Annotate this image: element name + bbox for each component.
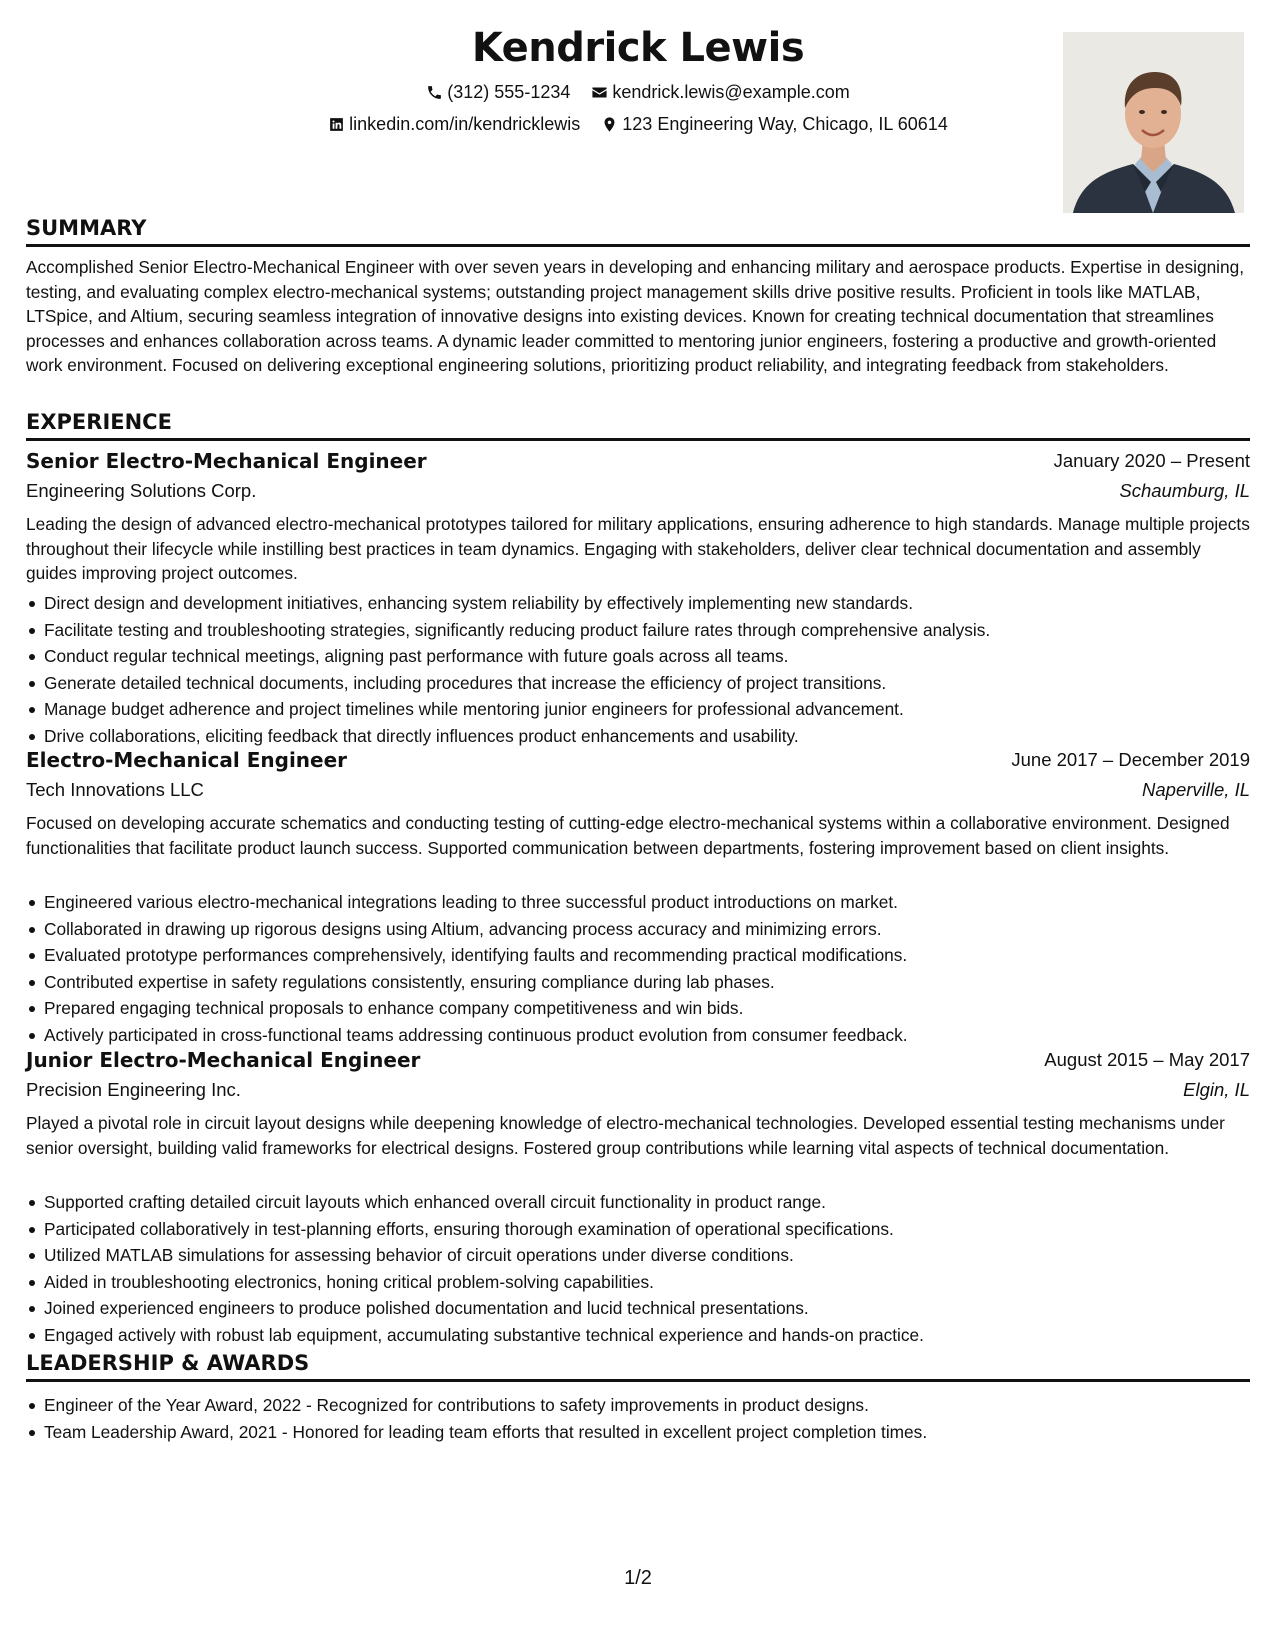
company-name: Engineering Solutions Corp.: [26, 480, 257, 501]
address-contact: [601, 112, 948, 136]
bullet-item: Supported crafting detailed circuit layouts which enhanced overall circuit functionality in product range.: [26, 1189, 1250, 1216]
candidate-name: Kendrick Lewis: [471, 25, 805, 71]
award-item: Team Leadership Award, 2021 - Honored for leading team efforts that resulted in excellent project completion times.: [26, 1419, 1250, 1446]
summary-text: Accomplished Senior Electro-Mechanical Engineer with over seven years in developing and enhancing military and aerospace products. Expertise in designing, testing, and evaluating complex electro-mechanical systems; outstanding project management skills drive positive results. Proficient in tools like MATLAB, LTSpice, and Altium, securing seamless integration of innovative designs into existing devices. Known for creating technical documentation that streamlines processes and enhances collaboration across teams. A dynamic leader committed to mentoring junior engineers, fostering a productive and growth-oriented work environment. Focused on delivering exceptional engineering solutions, prioritizing product reliability, and integrating feedback from stakeholders.: [26, 257, 1245, 375]
job-description: Leading the design of advanced electro-mechanical prototypes tailored for military applications, ensuring adherence to high standards. Manage multiple projects throughout their lifecycle while instilling best practices in team dynamics. Engaging with stakeholders, deliver clear technical documentation and assembly guides improving project outcomes.: [26, 514, 1250, 583]
bullet-item: Facilitate testing and troubleshooting strategies, significantly reducing product failure rates through comprehensive analysis.: [26, 617, 1250, 644]
job-location: Elgin, IL: [1183, 1079, 1250, 1100]
job-title: Senior Electro-Mechanical Engineer: [26, 449, 427, 473]
bullet-item: Aided in troubleshooting electronics, honing critical problem-solving capabilities.: [26, 1269, 1250, 1296]
bullet-item: Evaluated prototype performances comprehensively, identifying faults and recommending practical modifications.: [26, 942, 1250, 969]
summary-heading: SUMMARY: [26, 214, 1250, 247]
bullet-item: Direct design and development initiatives, enhancing system reliability by effectively implementing new standards.: [26, 590, 1250, 617]
job-dates: January 2020 – Present: [1053, 450, 1250, 471]
company-name: Tech Innovations LLC: [26, 779, 204, 800]
job-dates: June 2017 – December 2019: [1011, 749, 1250, 770]
experience-heading: EXPERIENCE: [26, 408, 1250, 441]
profile-photo: [1063, 32, 1244, 213]
phone-contact[interactable]: [426, 80, 570, 104]
profile-photo-illustration: [1063, 32, 1244, 213]
job-title: Electro-Mechanical Engineer: [26, 748, 348, 772]
company-name: Precision Engineering Inc.: [26, 1079, 241, 1100]
page-number: 1/2: [624, 1567, 652, 1589]
awards-list: [26, 1392, 1250, 1445]
bullet-item: Manage budget adherence and project timelines while mentoring junior engineers for professional advancement.: [26, 696, 1250, 723]
bullet-item: Drive collaborations, eliciting feedback that directly influences product enhancements and usability.: [26, 723, 1250, 750]
award-item: Engineer of the Year Award, 2022 - Recognized for contributions to safety improvements in product designs.: [26, 1392, 1250, 1419]
job-description: Focused on developing accurate schematics and conducting testing of cutting-edge electro-mechanical systems within a collaborative environment. Designed functionalities that facilitate product launch success. Supported communication between departments, fostering improvement based on client insights.: [26, 813, 1230, 858]
job-bullets: [26, 1189, 1250, 1349]
bullet-item: Engineered various electro-mechanical integrations leading to three successful product introductions on market.: [26, 889, 1250, 916]
job-bullets: [26, 889, 1250, 1049]
bullet-item: Actively participated in cross-functional teams addressing continuous product evolution from consumer feedback.: [26, 1022, 1250, 1049]
envelope-icon: [591, 84, 608, 101]
job-description: Played a pivotal role in circuit layout designs while deepening knowledge of electro-mechanical technologies. Developed essential testing mechanisms under senior oversight, building valid frameworks for electrical designs. Fostered group contributions while learning vital aspects of technical documentation.: [26, 1113, 1225, 1158]
linkedin-icon: [328, 116, 345, 133]
bullet-item: Generate detailed technical documents, including procedures that increase the efficiency of project transitions.: [26, 670, 1250, 697]
email-contact[interactable]: [591, 80, 849, 104]
map-pin-icon: [601, 116, 618, 133]
phone-icon: [426, 84, 443, 101]
job-bullets: [26, 590, 1250, 750]
bullet-item: Joined experienced engineers to produce polished documentation and lucid technical presentations.: [26, 1295, 1250, 1322]
linkedin-text: linkedin.com/in/kendricklewis: [349, 114, 581, 134]
job-title: Junior Electro-Mechanical Engineer: [26, 1048, 421, 1072]
bullet-item: Participated collaboratively in test-planning efforts, ensuring thorough examination of operational specifications.: [26, 1216, 1250, 1243]
job-location: Naperville, IL: [1142, 779, 1250, 800]
phone-text: (312) 555-1234: [447, 82, 571, 102]
job-dates: August 2015 – May 2017: [1044, 1049, 1250, 1070]
linkedin-contact[interactable]: [328, 112, 580, 136]
job-location: Schaumburg, IL: [1119, 480, 1250, 501]
bullet-item: Engaged actively with robust lab equipment, accumulating substantive technical experience and hands-on practice.: [26, 1322, 1250, 1349]
bullet-item: Contributed expertise in safety regulations consistently, ensuring compliance during lab phases.: [26, 969, 1250, 996]
bullet-item: Utilized MATLAB simulations for assessing behavior of circuit operations under diverse conditions.: [26, 1242, 1250, 1269]
bullet-item: Collaborated in drawing up rigorous designs using Altium, advancing process accuracy and minimizing errors.: [26, 916, 1250, 943]
resume-header: [26, 22, 1250, 212]
bullet-item: Prepared engaging technical proposals to enhance company competitiveness and win bids.: [26, 995, 1250, 1022]
resume-page: [26, 0, 1250, 1650]
awards-heading: LEADERSHIP & AWARDS: [26, 1349, 1250, 1382]
address-text: 123 Engineering Way, Chicago, IL 60614: [622, 114, 948, 134]
email-text: kendrick.lewis@example.com: [612, 82, 850, 102]
bullet-item: Conduct regular technical meetings, aligning past performance with future goals across all teams.: [26, 643, 1250, 670]
